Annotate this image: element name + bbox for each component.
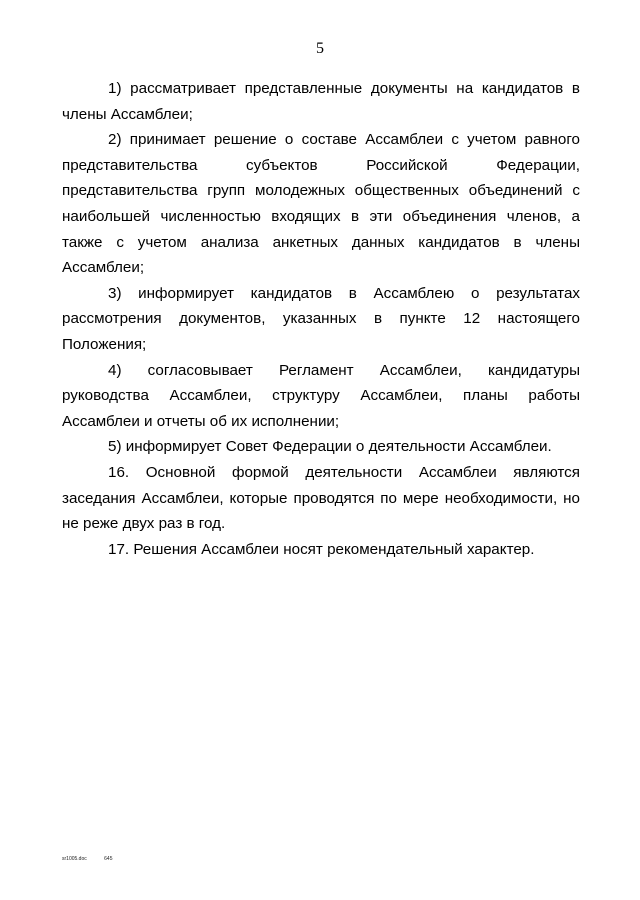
document-body — [62, 76, 580, 562]
footer-code: 645 — [104, 856, 113, 862]
paragraph-item-4: 4) согласовывает Регламент Ассамблеи, кандидатуры руководства Ассамблеи, структуру Ассамблеи, планы работы Ассамблеи и отчеты об их исполнении; — [62, 361, 580, 430]
paragraph-item-5: 5) информирует Совет Федерации о деятельности Ассамблеи. — [108, 438, 552, 456]
paragraph-17: 17. Решения Ассамблеи носят рекомендательный характер. — [108, 540, 535, 558]
paragraph-16: 16. Основной формой деятельности Ассамблеи являются заседания Ассамблеи, которые проводятся по мере необходимости, но не реже двух раз в год. — [62, 463, 580, 533]
page-number: 5 — [316, 40, 324, 57]
page-footer — [62, 856, 128, 862]
footer-file-ref: sr1005.doc — [62, 856, 87, 862]
paragraph-item-3: 3) информирует кандидатов в Ассамблею о результатах рассмотрения документов, указанных в пункте 12 настоящего Положения; — [62, 284, 580, 353]
paragraph-item-2: 2) принимает решение о составе Ассамблеи с учетом равного представительства субъектов Российской Федерации, представительства групп молодежных общественных объединений с наибольшей численностью входящих в эти объединения членов, а также с учетом анализа анкетных данных кандидатов в члены Ассамблеи; — [62, 131, 580, 277]
paragraph-item-1: 1) рассматривает представленные документы на кандидатов в члены Ассамблеи; — [62, 80, 580, 123]
